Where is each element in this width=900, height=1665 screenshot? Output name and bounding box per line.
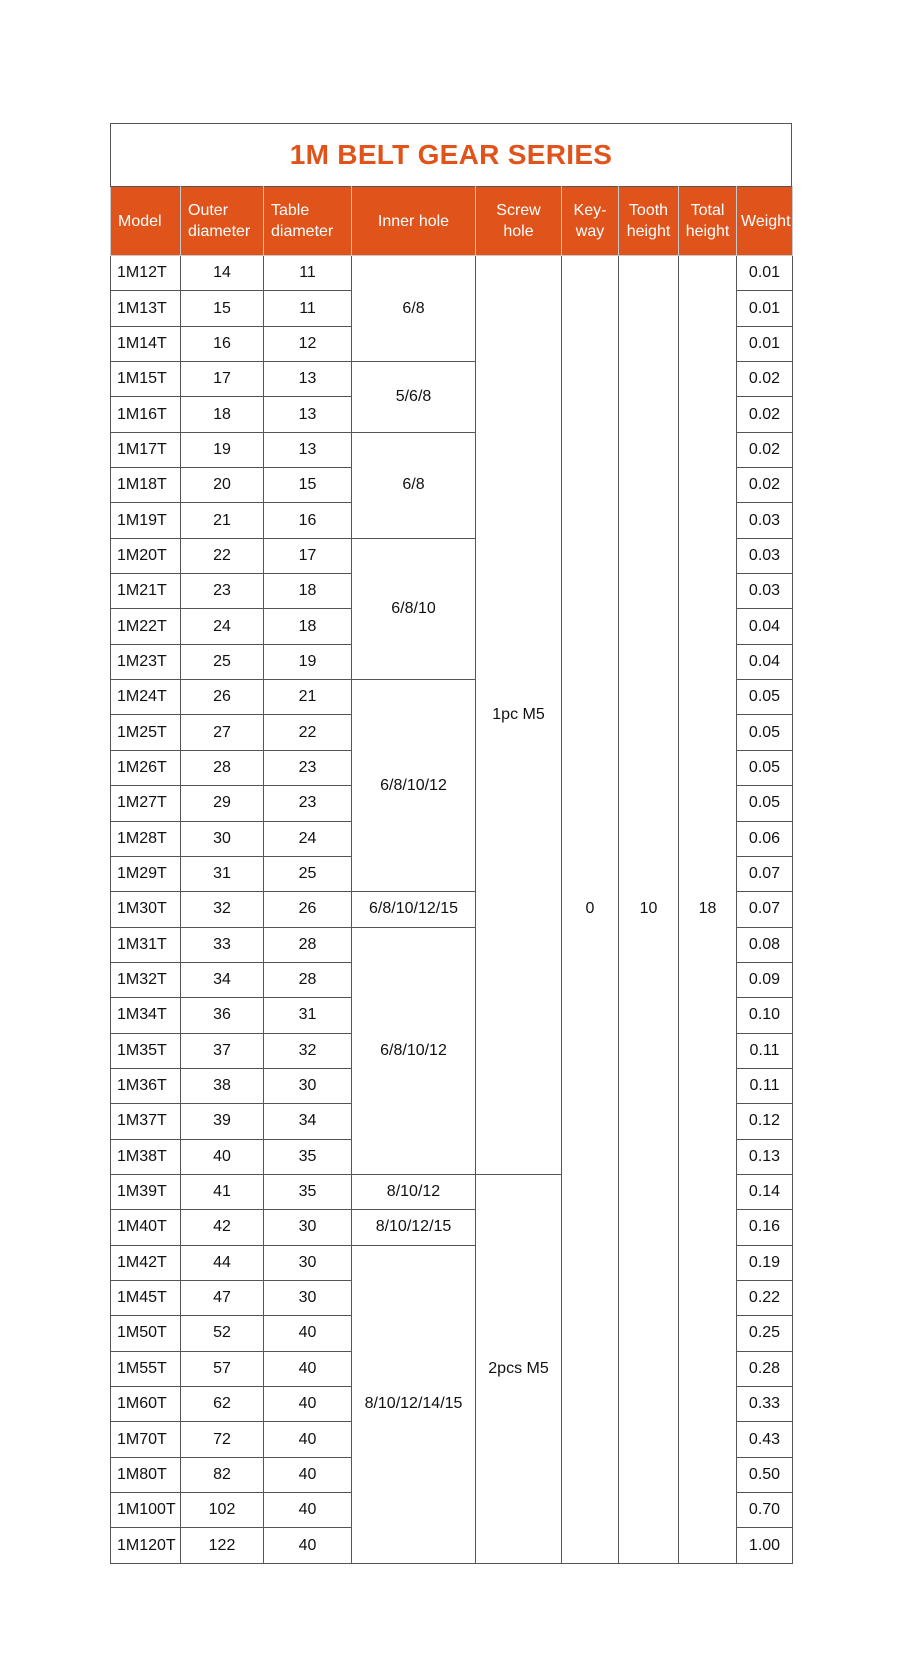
table-diameter-cell: 30: [264, 1245, 352, 1280]
inner-hole-cell: 6/8/10/12/15: [352, 892, 476, 927]
outer-diameter-cell: 38: [181, 1068, 264, 1103]
outer-diameter-cell: 22: [181, 538, 264, 573]
weight-cell: 0.28: [737, 1351, 793, 1386]
weight-cell: 0.05: [737, 750, 793, 785]
weight-cell: 0.10: [737, 998, 793, 1033]
weight-cell: 0.12: [737, 1104, 793, 1139]
weight-cell: 0.02: [737, 432, 793, 467]
model-cell: 1M40T: [111, 1210, 181, 1245]
weight-cell: 0.06: [737, 821, 793, 856]
table-diameter-cell: 35: [264, 1174, 352, 1209]
outer-diameter-cell: 30: [181, 821, 264, 856]
inner-hole-cell: 8/10/12/14/15: [352, 1245, 476, 1563]
model-cell: 1M39T: [111, 1174, 181, 1209]
model-cell: 1M28T: [111, 821, 181, 856]
outer-diameter-cell: 36: [181, 998, 264, 1033]
header-weight: Weight: [737, 187, 793, 256]
inner-hole-cell: 6/8: [352, 256, 476, 362]
table-diameter-cell: 21: [264, 680, 352, 715]
model-cell: 1M50T: [111, 1316, 181, 1351]
outer-diameter-cell: 41: [181, 1174, 264, 1209]
model-cell: 1M25T: [111, 715, 181, 750]
outer-diameter-cell: 20: [181, 468, 264, 503]
outer-diameter-cell: 44: [181, 1245, 264, 1280]
outer-diameter-cell: 26: [181, 680, 264, 715]
model-cell: 1M19T: [111, 503, 181, 538]
screw-hole-cell: 1pc M5: [476, 256, 562, 1175]
outer-diameter-cell: 57: [181, 1351, 264, 1386]
weight-cell: 0.02: [737, 397, 793, 432]
model-cell: 1M42T: [111, 1245, 181, 1280]
model-cell: 1M16T: [111, 397, 181, 432]
weight-cell: 0.43: [737, 1422, 793, 1457]
model-cell: 1M21T: [111, 574, 181, 609]
table-diameter-cell: 35: [264, 1139, 352, 1174]
table-diameter-cell: 18: [264, 574, 352, 609]
header-model: Model: [111, 187, 181, 256]
outer-diameter-cell: 15: [181, 291, 264, 326]
table-diameter-cell: 23: [264, 750, 352, 785]
table-body: [111, 256, 793, 1564]
table-diameter-cell: 25: [264, 856, 352, 891]
header-tooth-height: Tooth height: [619, 187, 679, 256]
model-cell: 1M32T: [111, 962, 181, 997]
table-diameter-cell: 15: [264, 468, 352, 503]
outer-diameter-cell: 29: [181, 786, 264, 821]
outer-diameter-cell: 28: [181, 750, 264, 785]
outer-diameter-cell: 32: [181, 892, 264, 927]
title-box: [110, 123, 792, 186]
weight-cell: 0.05: [737, 786, 793, 821]
table-diameter-cell: 18: [264, 609, 352, 644]
header-row: [111, 187, 793, 256]
outer-diameter-cell: 72: [181, 1422, 264, 1457]
inner-hole-cell: 5/6/8: [352, 362, 476, 433]
outer-diameter-cell: 47: [181, 1280, 264, 1315]
weight-cell: 0.03: [737, 574, 793, 609]
table-diameter-cell: 40: [264, 1457, 352, 1492]
outer-diameter-cell: 39: [181, 1104, 264, 1139]
screw-hole-cell: 2pcs M5: [476, 1174, 562, 1563]
model-cell: 1M37T: [111, 1104, 181, 1139]
model-cell: 1M22T: [111, 609, 181, 644]
outer-diameter-cell: 31: [181, 856, 264, 891]
weight-cell: 0.09: [737, 962, 793, 997]
weight-cell: 0.14: [737, 1174, 793, 1209]
weight-cell: 0.03: [737, 538, 793, 573]
weight-cell: 0.05: [737, 680, 793, 715]
tooth-height-cell: 10: [619, 256, 679, 1564]
outer-diameter-cell: 17: [181, 362, 264, 397]
weight-cell: 0.01: [737, 291, 793, 326]
inner-hole-cell: 6/8/10/12: [352, 927, 476, 1174]
table-diameter-cell: 17: [264, 538, 352, 573]
model-cell: 1M80T: [111, 1457, 181, 1492]
outer-diameter-cell: 102: [181, 1493, 264, 1528]
table-diameter-cell: 23: [264, 786, 352, 821]
header-table-diameter: Table diameter: [264, 187, 352, 256]
model-cell: 1M17T: [111, 432, 181, 467]
weight-cell: 0.07: [737, 856, 793, 891]
model-cell: 1M18T: [111, 468, 181, 503]
outer-diameter-cell: 16: [181, 326, 264, 361]
model-cell: 1M15T: [111, 362, 181, 397]
model-cell: 1M14T: [111, 326, 181, 361]
table-diameter-cell: 11: [264, 256, 352, 291]
weight-cell: 0.08: [737, 927, 793, 962]
model-cell: 1M120T: [111, 1528, 181, 1563]
table-diameter-cell: 40: [264, 1316, 352, 1351]
weight-cell: 0.04: [737, 609, 793, 644]
weight-cell: 0.50: [737, 1457, 793, 1492]
table-diameter-cell: 16: [264, 503, 352, 538]
outer-diameter-cell: 23: [181, 574, 264, 609]
model-cell: 1M23T: [111, 644, 181, 679]
header-screw-hole: Screw hole: [476, 187, 562, 256]
header-total-height: Total height: [679, 187, 737, 256]
outer-diameter-cell: 40: [181, 1139, 264, 1174]
weight-cell: 0.03: [737, 503, 793, 538]
inner-hole-cell: 8/10/12/15: [352, 1210, 476, 1245]
table-diameter-cell: 28: [264, 962, 352, 997]
inner-hole-cell: 8/10/12: [352, 1174, 476, 1209]
weight-cell: 0.22: [737, 1280, 793, 1315]
table-diameter-cell: 28: [264, 927, 352, 962]
outer-diameter-cell: 19: [181, 432, 264, 467]
header-outer-diameter: Outer diameter: [181, 187, 264, 256]
model-cell: 1M20T: [111, 538, 181, 573]
table-diameter-cell: 34: [264, 1104, 352, 1139]
table-diameter-cell: 31: [264, 998, 352, 1033]
weight-cell: 0.70: [737, 1493, 793, 1528]
weight-cell: 0.33: [737, 1387, 793, 1422]
model-cell: 1M26T: [111, 750, 181, 785]
spec-sheet: [110, 123, 792, 1564]
table-diameter-cell: 13: [264, 432, 352, 467]
table-title: 1M BELT GEAR SERIES: [289, 139, 613, 170]
model-cell: 1M30T: [111, 892, 181, 927]
table-diameter-cell: 19: [264, 644, 352, 679]
weight-cell: 0.02: [737, 468, 793, 503]
outer-diameter-cell: 21: [181, 503, 264, 538]
header-inner-hole: Inner hole: [352, 187, 476, 256]
table-row: [111, 256, 793, 291]
model-cell: 1M35T: [111, 1033, 181, 1068]
outer-diameter-cell: 18: [181, 397, 264, 432]
weight-cell: 0.02: [737, 362, 793, 397]
table-diameter-cell: 24: [264, 821, 352, 856]
outer-diameter-cell: 25: [181, 644, 264, 679]
inner-hole-cell: 6/8: [352, 432, 476, 538]
model-cell: 1M38T: [111, 1139, 181, 1174]
model-cell: 1M100T: [111, 1493, 181, 1528]
outer-diameter-cell: 122: [181, 1528, 264, 1563]
inner-hole-cell: 6/8/10/12: [352, 680, 476, 892]
table-diameter-cell: 12: [264, 326, 352, 361]
outer-diameter-cell: 34: [181, 962, 264, 997]
weight-cell: 0.05: [737, 715, 793, 750]
table-diameter-cell: 40: [264, 1493, 352, 1528]
table-diameter-cell: 11: [264, 291, 352, 326]
table-diameter-cell: 30: [264, 1068, 352, 1103]
outer-diameter-cell: 82: [181, 1457, 264, 1492]
weight-cell: 0.11: [737, 1033, 793, 1068]
model-cell: 1M29T: [111, 856, 181, 891]
model-cell: 1M13T: [111, 291, 181, 326]
model-cell: 1M55T: [111, 1351, 181, 1386]
weight-cell: 0.19: [737, 1245, 793, 1280]
table-diameter-cell: 32: [264, 1033, 352, 1068]
weight-cell: 0.16: [737, 1210, 793, 1245]
weight-cell: 0.07: [737, 892, 793, 927]
model-cell: 1M27T: [111, 786, 181, 821]
total-height-cell: 18: [679, 256, 737, 1564]
outer-diameter-cell: 27: [181, 715, 264, 750]
model-cell: 1M34T: [111, 998, 181, 1033]
table-diameter-cell: 40: [264, 1422, 352, 1457]
belt-gear-table: [110, 186, 793, 1564]
weight-cell: 0.04: [737, 644, 793, 679]
outer-diameter-cell: 42: [181, 1210, 264, 1245]
weight-cell: 0.01: [737, 256, 793, 291]
outer-diameter-cell: 62: [181, 1387, 264, 1422]
weight-cell: 0.13: [737, 1139, 793, 1174]
weight-cell: 0.11: [737, 1068, 793, 1103]
weight-cell: 0.01: [737, 326, 793, 361]
table-diameter-cell: 40: [264, 1351, 352, 1386]
table-diameter-cell: 40: [264, 1387, 352, 1422]
outer-diameter-cell: 52: [181, 1316, 264, 1351]
table-diameter-cell: 40: [264, 1528, 352, 1563]
model-cell: 1M24T: [111, 680, 181, 715]
table-diameter-cell: 26: [264, 892, 352, 927]
outer-diameter-cell: 14: [181, 256, 264, 291]
table-diameter-cell: 13: [264, 362, 352, 397]
model-cell: 1M31T: [111, 927, 181, 962]
weight-cell: 0.25: [737, 1316, 793, 1351]
model-cell: 1M36T: [111, 1068, 181, 1103]
header-keyway: Key- way: [562, 187, 619, 256]
table-diameter-cell: 30: [264, 1280, 352, 1315]
table-diameter-cell: 22: [264, 715, 352, 750]
outer-diameter-cell: 33: [181, 927, 264, 962]
outer-diameter-cell: 37: [181, 1033, 264, 1068]
model-cell: 1M70T: [111, 1422, 181, 1457]
table-diameter-cell: 30: [264, 1210, 352, 1245]
outer-diameter-cell: 24: [181, 609, 264, 644]
model-cell: 1M45T: [111, 1280, 181, 1315]
model-cell: 1M12T: [111, 256, 181, 291]
weight-cell: 1.00: [737, 1528, 793, 1563]
inner-hole-cell: 6/8/10: [352, 538, 476, 679]
keyway-cell: 0: [562, 256, 619, 1564]
model-cell: 1M60T: [111, 1387, 181, 1422]
table-diameter-cell: 13: [264, 397, 352, 432]
